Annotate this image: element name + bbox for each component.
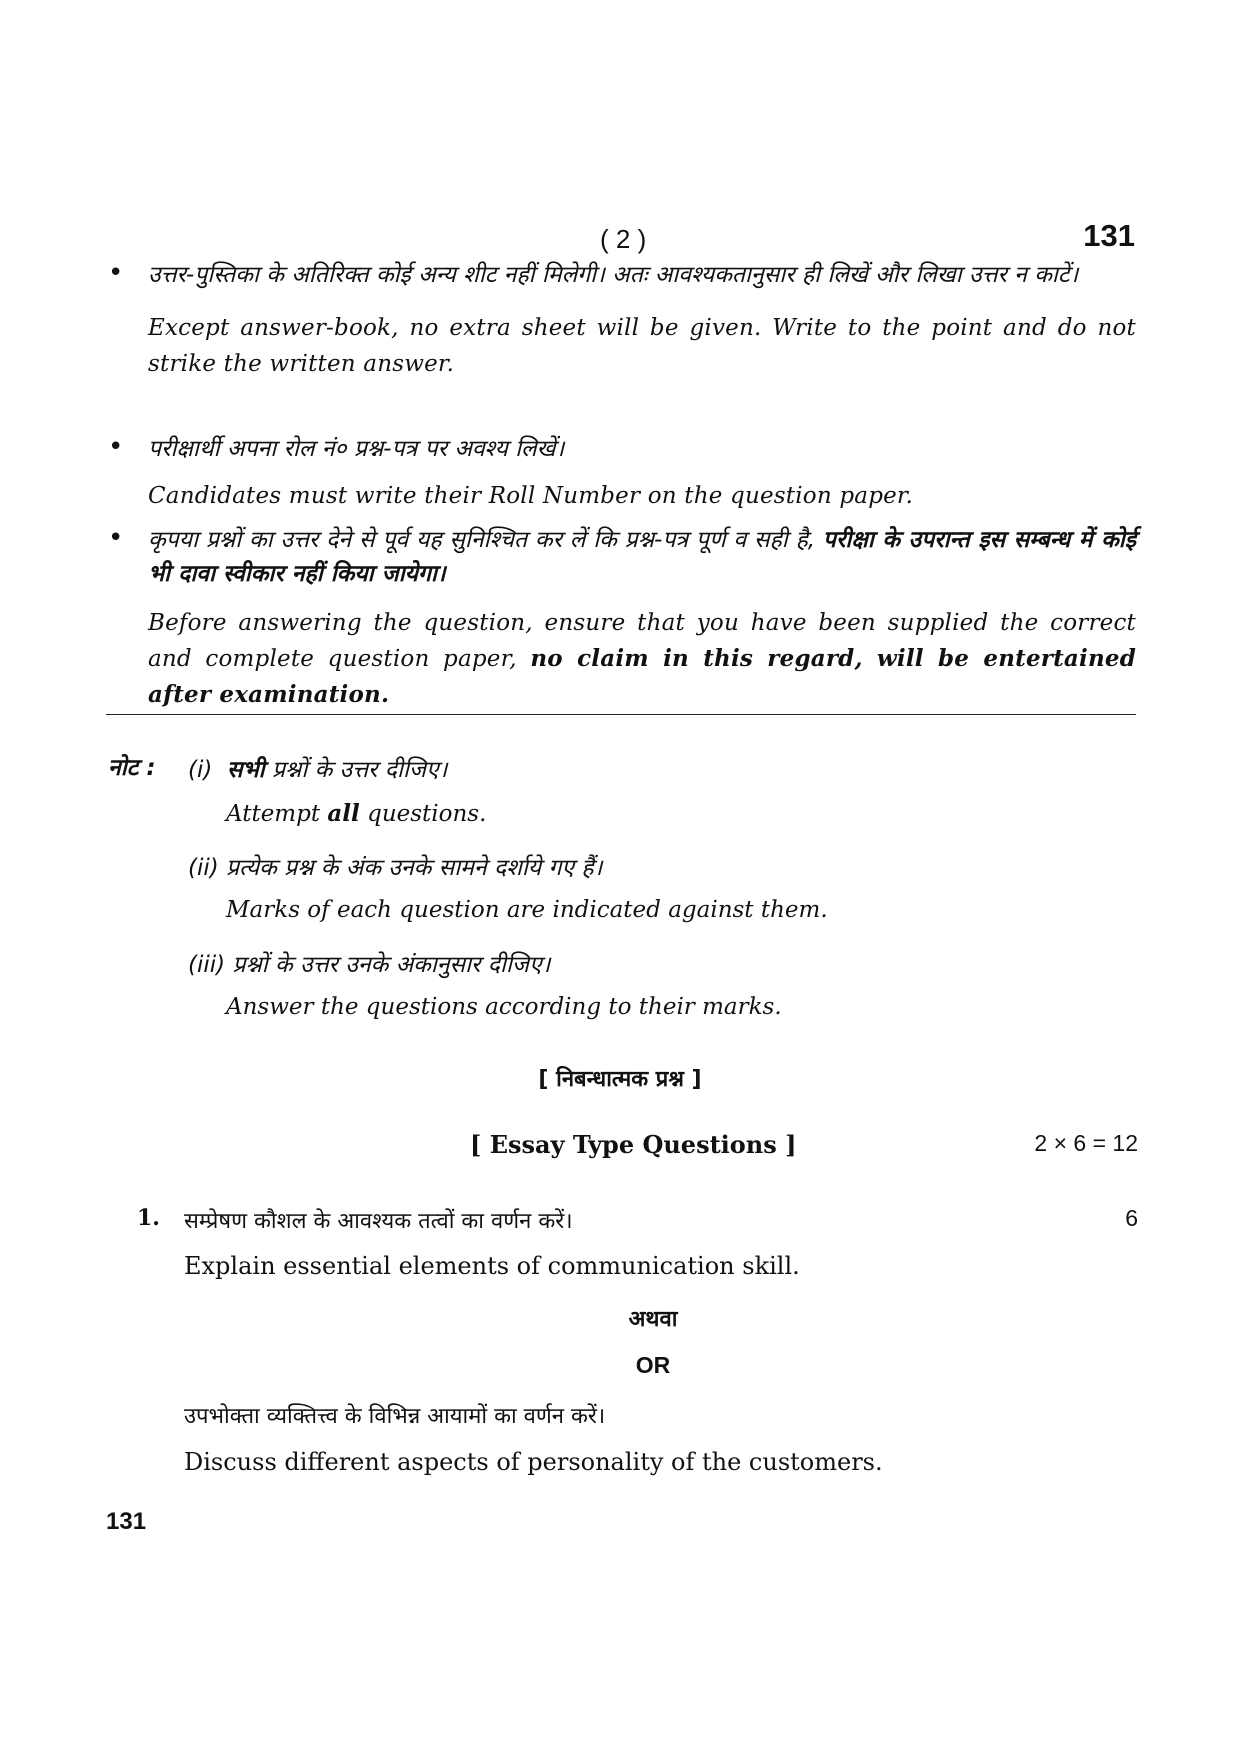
- note-item-3-english: Answer the questions according to their marks.: [226, 994, 782, 1020]
- note-item-2-english: Marks of each question are indicated against them.: [226, 897, 828, 923]
- question-1-alt-hindi: उपभोक्ता व्यक्तित्त्व के विभिन्न आयामों का वर्णन करें।: [184, 1404, 606, 1429]
- note-item-1-english-post: questions.: [367, 801, 487, 827]
- instruction-1: [108, 258, 1136, 382]
- divider: [106, 714, 1136, 715]
- note-item-2-hindi-text: प्रत्येक प्रश्न के अंक उनके सामने दर्शाये गए हैं।: [226, 855, 603, 881]
- instruction-3: [108, 523, 1136, 713]
- question-1-hindi: सम्प्रेषण कौशल के आवश्यक तत्वों का वर्णन करें।: [184, 1209, 573, 1234]
- note-item-3-num: (iii): [188, 952, 226, 978]
- instruction-3-english-bold: no claim in this regard, will be entertained after examination.: [148, 645, 1136, 708]
- instruction-1-hindi: उत्तर-पुस्तिका के अतिरिक्त कोई अन्य शीट नहीं मिलेगी। अतः आवश्यकतानुसार ही लिखें और लिखा उत्तर न काटें।: [148, 262, 1079, 288]
- note-label: नोट :: [108, 755, 156, 781]
- instruction-3-english-text: Before answering the question, ensure that you have been supplied the correct and complete question paper,: [148, 610, 1136, 672]
- instruction-3-hindi-bold: परीक्षा के उपरान्त इस सम्बन्ध में कोई भी दावा स्वीकार नहीं किया जायेगा।: [148, 527, 1136, 587]
- question-1-english: Explain essential elements of communication skill.: [184, 1252, 800, 1280]
- instruction-3-english: [108, 605, 1136, 713]
- paper-code-top: 131: [1083, 218, 1135, 253]
- note-item-1-hindi-text: प्रश्नों के उत्तर दीजिए।: [271, 757, 448, 783]
- bullet-icon: •: [108, 523, 124, 553]
- instruction-3-hindi: [108, 523, 1136, 591]
- note-item-1-hindi: [188, 752, 447, 784]
- bullet-icon: •: [108, 432, 124, 462]
- instruction-2-english: Candidates must write their Roll Number on the question paper.: [148, 483, 914, 509]
- question-1-alt-english: Discuss different aspects of personality of the customers.: [184, 1448, 883, 1476]
- note-item-1-num: (i): [188, 757, 213, 783]
- or-hindi: अथवा: [628, 1307, 678, 1332]
- or-english: OR: [635, 1352, 671, 1378]
- section-title-english: [ Essay Type Questions ]: [470, 1130, 797, 1159]
- instruction-2-hindi: परीक्षार्थी अपना रोल नं० प्रश्न-पत्र पर अवश्य लिखें।: [148, 436, 565, 462]
- bullet-icon: •: [108, 258, 124, 288]
- question-1-number: 1.: [137, 1205, 160, 1231]
- paper-code-bottom: 131: [106, 1508, 147, 1535]
- note-item-1-hindi-bold: सभी: [226, 757, 265, 783]
- page-number: ( 2 ): [600, 224, 647, 254]
- section-title-hindi: [ निबन्धात्मक प्रश्न ]: [538, 1067, 702, 1092]
- question-1-marks: 6: [1125, 1205, 1138, 1231]
- note-item-1-english-pre: Attempt: [226, 801, 321, 827]
- instruction-3-hindi-text: कृपया प्रश्नों का उत्तर देने से पूर्व यह सुनिश्चित कर लें कि प्रश्न-पत्र पूर्ण व सही है,: [148, 527, 816, 553]
- note-item-3-hindi-text: प्रश्नों के उत्तर उनके अंकानुसार दीजिए।: [232, 952, 551, 978]
- instruction-1-english: Except answer-book, no extra sheet will be given. Write to the point and do not strike the written answer.: [148, 315, 1136, 377]
- note-item-1-english: [226, 800, 486, 827]
- section-marks: 2 × 6 = 12: [1034, 1130, 1138, 1156]
- note-item-2-num: (ii): [188, 855, 219, 881]
- note-item-3-hindi: [188, 947, 550, 979]
- instruction-2: [108, 432, 1136, 514]
- note-item-2-hindi: [188, 850, 602, 882]
- note-item-1-english-bold: all: [327, 800, 360, 827]
